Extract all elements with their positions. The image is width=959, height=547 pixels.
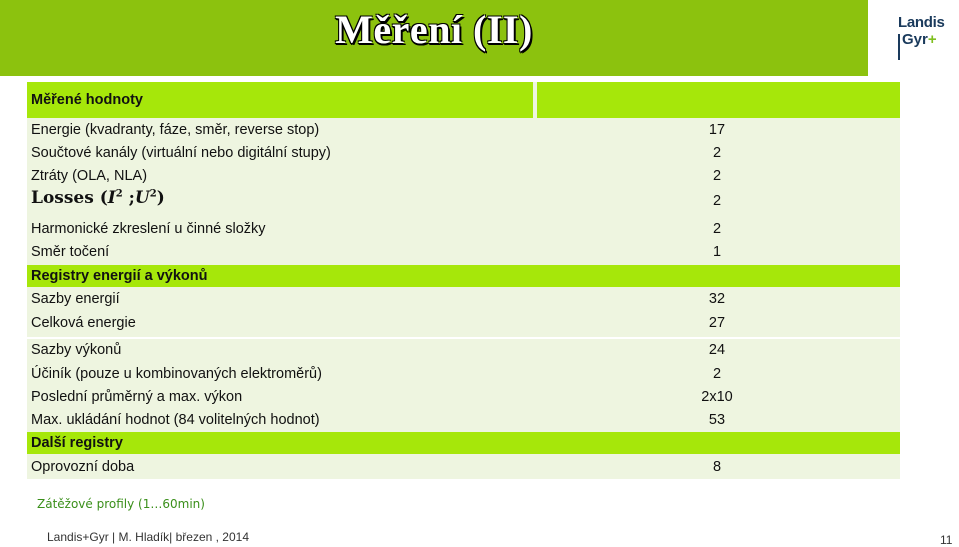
row-value: 2 (712, 221, 722, 237)
landis-gyr-logo (898, 14, 958, 62)
measurement-table (27, 82, 900, 479)
losses-formula: Losses ($I^2$ $;U^2$) (31, 188, 165, 208)
logo-bar (898, 34, 900, 60)
section-header-label: Registry energií a výkonů (31, 268, 208, 284)
row-value: 17 (708, 122, 726, 138)
row-label: Poslední průměrný a max. výkon (31, 389, 243, 405)
row-value: 24 (708, 342, 726, 358)
section-header-row (27, 432, 900, 454)
row-label: Oprovozní doba (31, 459, 135, 475)
row-label: Ztráty (OLA, NLA) (31, 168, 148, 184)
page-number: 11 (940, 533, 953, 547)
load-profiles-note: Zátěžové profily (1…60min) (37, 497, 205, 511)
row-value: 8 (712, 459, 722, 475)
row-value: 1 (712, 244, 722, 260)
logo-line1: Landis (898, 14, 945, 31)
footer-text: Landis+Gyr | M. Hladík| březen , 2014 (47, 530, 250, 544)
row-value: 27 (708, 315, 726, 331)
row-label: Energie (kvadranty, fáze, směr, reverse stop) (31, 122, 320, 138)
table-header-value-cell (537, 82, 900, 118)
row-label: Součtové kanály (virtuální nebo digitální stupy) (31, 145, 331, 161)
row-value: 2 (712, 193, 722, 209)
row-value: 32 (708, 291, 726, 307)
section-header-row (27, 265, 900, 287)
page-title: Měření (II) (335, 7, 533, 52)
row-label: Sazby energií (31, 291, 120, 307)
row-label: Harmonické zkreslení u činné složky (31, 221, 266, 237)
row-separator (27, 337, 900, 339)
table-header-cell (27, 82, 533, 118)
row-label: Max. ukládání hodnot (84 volitelných hodnot) (31, 412, 320, 428)
row-value: 2 (712, 168, 722, 184)
table-header-label: Měřené hodnoty (31, 92, 143, 108)
row-label: Účiník (pouze u kombinovaných elektroměrů) (31, 366, 322, 382)
row-label: Celková energie (31, 315, 136, 331)
row-label: Směr točení (31, 244, 110, 260)
row-value: 53 (708, 412, 726, 428)
row-value: 2 (712, 366, 722, 382)
row-value: 2 (712, 145, 722, 161)
row-label: Sazby výkonů (31, 342, 122, 358)
logo-line2: Gyr+ (902, 31, 937, 48)
row-value: 2x10 (701, 389, 733, 405)
section-header-label: Další registry (31, 435, 123, 451)
